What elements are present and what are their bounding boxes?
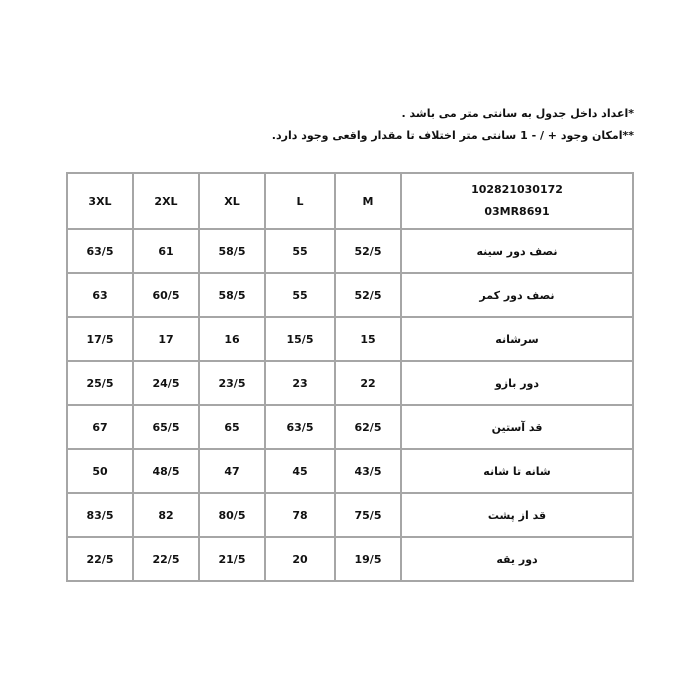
note-units: *اعداد داخل جدول به سانتی متر می باشد .	[401, 107, 634, 120]
note-tolerance: **امکان وجود + / - 1 سانتی متر اختلاف تا مقدار واقعی وجود دارد.	[271, 129, 634, 142]
measurement-label: قد از پشت	[401, 493, 633, 537]
measurement-label: نصف دور سینه	[401, 229, 633, 273]
measurement-cell: 17	[133, 317, 199, 361]
measurement-cell: 62/5	[335, 405, 401, 449]
measurement-cell: 47	[199, 449, 265, 493]
table-row	[67, 361, 633, 405]
measurement-cell: 45	[265, 449, 335, 493]
measurement-cell: 22/5	[133, 537, 199, 581]
table-row	[67, 493, 633, 537]
table-row	[67, 317, 633, 361]
measurement-cell: 23	[265, 361, 335, 405]
measurement-cell: 55	[265, 229, 335, 273]
measurement-cell: 52/5	[335, 273, 401, 317]
measurement-cell: 43/5	[335, 449, 401, 493]
measurement-label: نصف دور کمر	[401, 273, 633, 317]
measurement-cell: 52/5	[335, 229, 401, 273]
measurement-label: شانه تا شانه	[401, 449, 633, 493]
measurement-cell: 24/5	[133, 361, 199, 405]
measurement-cell: 61	[133, 229, 199, 273]
table-row	[67, 537, 633, 581]
measurement-cell: 16	[199, 317, 265, 361]
measurement-cell: 65	[199, 405, 265, 449]
measurement-label: قد آستین	[401, 405, 633, 449]
product-code: 102821030172	[471, 183, 563, 196]
notes	[54, 103, 634, 147]
product-code-cell	[401, 173, 633, 229]
measurement-cell: 65/5	[133, 405, 199, 449]
measurement-cell: 67	[67, 405, 133, 449]
measurement-label: دور یقه	[401, 537, 633, 581]
measurement-cell: 15/5	[265, 317, 335, 361]
measurement-cell: 58/5	[199, 273, 265, 317]
measurement-label: دور بازو	[401, 361, 633, 405]
measurement-cell: 23/5	[199, 361, 265, 405]
measurement-cell: 83/5	[67, 493, 133, 537]
model-code: 03MR8691	[484, 205, 550, 218]
table-row	[67, 449, 633, 493]
table-row	[67, 273, 633, 317]
measurement-cell: 80/5	[199, 493, 265, 537]
measurement-cell: 15	[335, 317, 401, 361]
measurement-cell: 17/5	[67, 317, 133, 361]
measurement-cell: 58/5	[199, 229, 265, 273]
size-header: XL	[199, 173, 265, 229]
measurement-cell: 20	[265, 537, 335, 581]
table-row	[67, 405, 633, 449]
measurement-cell: 60/5	[133, 273, 199, 317]
measurement-cell: 63/5	[265, 405, 335, 449]
measurement-cell: 63	[67, 273, 133, 317]
measurement-cell: 21/5	[199, 537, 265, 581]
size-chart-table	[66, 172, 634, 582]
measurement-cell: 19/5	[335, 537, 401, 581]
size-header: M	[335, 173, 401, 229]
measurement-cell: 82	[133, 493, 199, 537]
measurement-cell: 22	[335, 361, 401, 405]
table-row	[67, 229, 633, 273]
size-header: 2XL	[133, 173, 199, 229]
table-header-row	[67, 173, 633, 229]
measurement-cell: 55	[265, 273, 335, 317]
measurement-cell: 75/5	[335, 493, 401, 537]
measurement-cell: 48/5	[133, 449, 199, 493]
measurement-cell: 25/5	[67, 361, 133, 405]
size-header: 3XL	[67, 173, 133, 229]
measurement-cell: 50	[67, 449, 133, 493]
size-header: L	[265, 173, 335, 229]
measurement-cell: 78	[265, 493, 335, 537]
measurement-label: سرشانه	[401, 317, 633, 361]
measurement-cell: 22/5	[67, 537, 133, 581]
measurement-cell: 63/5	[67, 229, 133, 273]
